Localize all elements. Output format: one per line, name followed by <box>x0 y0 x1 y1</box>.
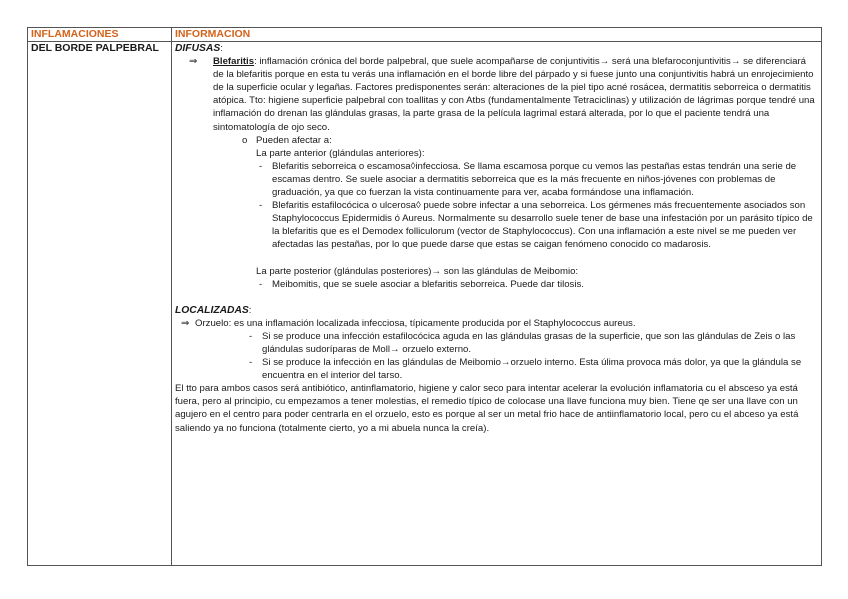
spacer <box>175 252 818 265</box>
list-item <box>175 160 818 199</box>
double-arrow-icon: ⇒ <box>189 56 198 68</box>
list-item <box>175 356 818 382</box>
row-label: DEL BORDE PALPEBRAL <box>28 42 172 566</box>
difusas-title: DIFUSAS <box>175 43 221 54</box>
header-informacion: INFORMACION <box>172 28 822 42</box>
orzuelo-item-2: Si se produce la infección en las glándulas de Meibomio→orzuelo interno. Esta úlima provoca más dolor, ya que la glándula se encuentra en el interior del tarso. <box>262 357 802 382</box>
dash-bullet-icon: - <box>259 200 263 212</box>
orzuelo-text: Orzuelo: es una inflamación localizada infecciosa, típicamente producida por el Staphylococcus aureus. <box>195 317 636 329</box>
inflammation-table <box>27 27 822 566</box>
anterior-intro: La parte anterior (glándulas anteriores): <box>256 147 425 159</box>
orzuelo-item-1: Si se produce una infección estafilocócica aguda en las glándulas grasas de la superficie, que son las glándulas de Zeis o las glándulas sudoríparas de Moll→ orzuelo externo. <box>262 330 796 355</box>
localizadas-title-colon: : <box>248 304 252 316</box>
blefaritis-text-block <box>203 55 818 134</box>
circle-bullet-icon: o <box>242 134 248 146</box>
difusas-title-colon: : <box>220 43 223 54</box>
localizadas-heading <box>175 304 818 317</box>
dash-bullet-icon: - <box>249 330 253 342</box>
list-item <box>175 199 818 251</box>
anterior-item-1: Blefaritis seborreica o escamosa◊infecciosa. Se llama escamosa porque cu vemos las pestañas estas tendrán una serie de escamas dentro. Se suele asociar a dermatitis seborreica que es la más frecuente en niños-jóvenes con problemas de graduación, ya que co fuerzan la vista continuamente para ver, acaba formándose una inflamación. <box>272 160 797 199</box>
row-content <box>172 42 822 566</box>
orzuelo-paragraph <box>175 317 818 330</box>
blefaritis-paragraph <box>175 55 818 134</box>
double-arrow-icon: ⇒ <box>181 317 190 329</box>
localizadas-title: LOCALIZADAS <box>175 304 249 316</box>
dash-bullet-icon: - <box>249 357 253 369</box>
dash-bullet-icon: - <box>259 160 263 172</box>
blefaritis-text: : inflamación crónica del borde palpebral, que suele acompañarse de conjuntivitis→ será una blefaroconjuntivitis→ se diferenciará de la blefaritis porque en esta tu verás una inflamación en el borde libre del párpado y si fuese junto una conjuntivitis habrá un enrojecimiento de la superficie ocular y legañas. Factores predisponentes serán: alteraciones de la piel tipo acné rosácea, dermatitis seborreica o dermatitis atópica. Tto: higiene superficie palpebral con toallitas y con Atbs (fundamentalmente Tetraciclinas) y utilización de lágrimas porque tendré una inflamación do drenan las glándulas grasas, la parte grasa de la película lagrimal estará alterada, por lo que el paciente tendrá una sintomatología de ojo seco. <box>213 56 815 133</box>
table-row <box>28 42 822 566</box>
posterior-intro: La parte posterior (glándulas posteriores)→ son las glándulas de Meibomio: <box>256 265 579 277</box>
dash-bullet-icon: - <box>259 278 263 290</box>
blefaritis-term: Blefaritis <box>213 56 255 68</box>
spacer <box>175 291 818 304</box>
tto-paragraph: El tto para ambos casos será antibiótico, antinflamatorio, higiene y calor seco para intentar acelerar la evolución inflamatoria cu el absceso ya está fuera, pero al principio, cu empezamos a tener molestias, el remedio típico de colocase una llave funciona muy bien. Tiene qe ser una llave con un agujero en el centro para poder centrarla en el orzuelo, esto es porque al ser un metal frio hace de antiinflamatorio local, pero cu el abceso ya está saliendo ya no funciona (totalmente cierto, yo a mi abuela nunca la creía). <box>175 383 799 434</box>
table-header-row <box>28 28 822 42</box>
list-item <box>175 278 818 291</box>
pueden-text: Pueden afectar a: <box>256 134 332 146</box>
header-inflamaciones: INFLAMACIONES <box>28 28 172 42</box>
anterior-item-2: Blefaritis estafilocócica o ulcerosa◊ puede sobre infectar a una seborreica. Los gérmenes más frecuentemente asociados son Staphylococcus Epidermidis ó Aureus. Normalmente su desarrollo suele tener de base una infestación por un parásito típico de la blefaritis que es el Demodex folliculorum (vector de Staphylococcus). Con una inflamación a este nivel se me pueden ver afectadas las pestañas, por lo que puede darse que estas se caigan fenómeno conocido co madarosis. <box>272 200 813 251</box>
list-item <box>175 330 818 356</box>
difusas-heading <box>175 42 818 55</box>
pueden-bullet-item <box>175 134 818 147</box>
posterior-item-1: Meibomitis, que se suele asociar a blefaritis seborreica. Puede dar tilosis. <box>272 278 584 290</box>
